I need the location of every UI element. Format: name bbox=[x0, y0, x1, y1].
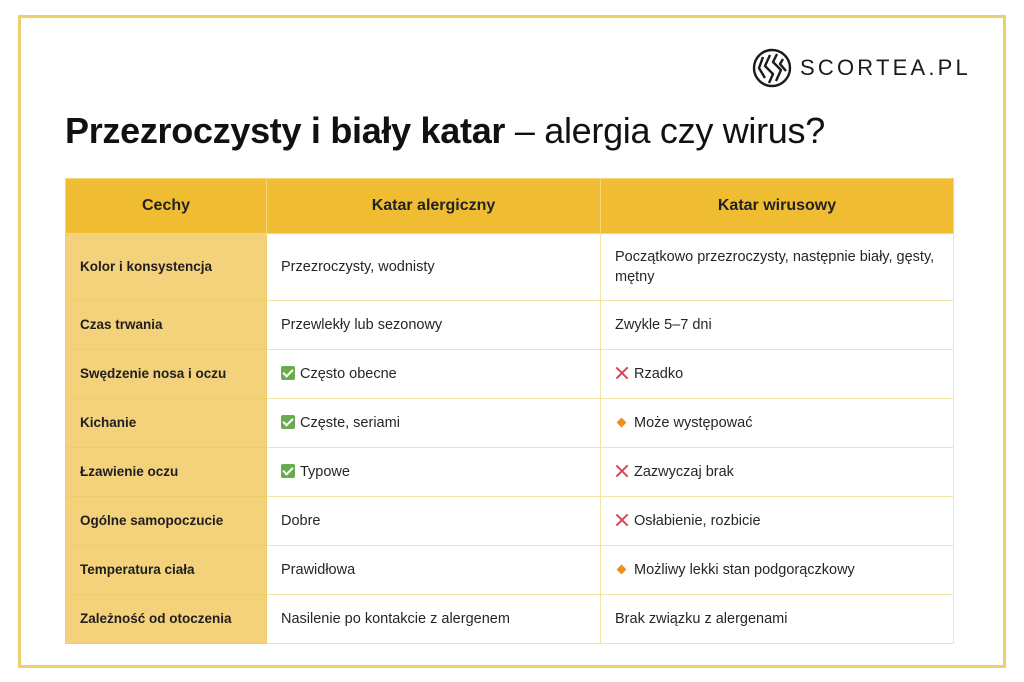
feature-cell: Kolor i konsystencja bbox=[66, 234, 267, 301]
viral-text: Brak związku z alergenami bbox=[615, 611, 788, 627]
brand-logo bbox=[752, 48, 971, 88]
allergic-text: Prawidłowa bbox=[281, 562, 356, 578]
title-bold: Przezroczysty i biały katar bbox=[65, 110, 506, 151]
check-icon bbox=[281, 464, 295, 478]
allergic-text: Często obecne bbox=[300, 366, 397, 382]
allergic-text: Typowe bbox=[300, 464, 350, 480]
viral-cell bbox=[601, 234, 954, 301]
feature-cell: Swędzenie nosa i oczu bbox=[66, 350, 267, 399]
cross-icon bbox=[615, 513, 629, 527]
allergic-cell bbox=[267, 234, 601, 301]
header-features: Cechy bbox=[66, 179, 267, 234]
table-row bbox=[66, 350, 954, 399]
viral-text: Może występować bbox=[634, 415, 753, 431]
header-viral: Katar wirusowy bbox=[601, 179, 954, 234]
feature-cell: Zależność od otoczenia bbox=[66, 595, 267, 644]
viral-text: Osłabienie, rozbicie bbox=[634, 513, 761, 529]
check-icon bbox=[281, 415, 295, 429]
allergic-cell bbox=[267, 350, 601, 399]
allergic-text: Nasilenie po kontakcie z alergenem bbox=[281, 611, 510, 627]
page-title bbox=[65, 110, 825, 152]
allergic-text: Dobre bbox=[281, 513, 321, 529]
allergic-cell bbox=[267, 301, 601, 350]
brand-name: SCORTEA.PL bbox=[800, 55, 971, 80]
table-row bbox=[66, 399, 954, 448]
allergic-cell bbox=[267, 546, 601, 595]
table-row bbox=[66, 497, 954, 546]
feature-cell: Kichanie bbox=[66, 399, 267, 448]
feature-cell: Czas trwania bbox=[66, 301, 267, 350]
comparison-table bbox=[65, 178, 954, 644]
table-row bbox=[66, 234, 954, 301]
allergic-cell bbox=[267, 595, 601, 644]
allergic-text: Przewlekły lub sezonowy bbox=[281, 317, 443, 333]
cross-icon bbox=[615, 366, 629, 380]
table-row bbox=[66, 448, 954, 497]
viral-text: Zwykle 5–7 dni bbox=[615, 317, 712, 333]
diamond-icon bbox=[617, 565, 627, 575]
viral-cell bbox=[601, 497, 954, 546]
viral-text: Rzadko bbox=[634, 366, 684, 382]
table-row bbox=[66, 546, 954, 595]
header-allergic: Katar alergiczny bbox=[267, 179, 601, 234]
feature-cell: Ogólne samopoczucie bbox=[66, 497, 267, 546]
check-icon bbox=[281, 366, 295, 380]
scortea-logo-icon bbox=[752, 48, 792, 88]
feature-cell: Temperatura ciała bbox=[66, 546, 267, 595]
viral-cell bbox=[601, 546, 954, 595]
allergic-text: Przezroczysty, wodnisty bbox=[281, 259, 435, 275]
table-row bbox=[66, 301, 954, 350]
diamond-icon bbox=[617, 418, 627, 428]
allergic-cell bbox=[267, 399, 601, 448]
title-rest: – alergia czy wirus? bbox=[505, 110, 825, 151]
viral-text: Zazwyczaj brak bbox=[634, 464, 734, 480]
viral-cell bbox=[601, 399, 954, 448]
allergic-text: Częste, seriami bbox=[300, 415, 400, 431]
viral-cell bbox=[601, 350, 954, 399]
cross-icon bbox=[615, 464, 629, 478]
allergic-cell bbox=[267, 448, 601, 497]
feature-cell: Łzawienie oczu bbox=[66, 448, 267, 497]
allergic-cell bbox=[267, 497, 601, 546]
viral-cell bbox=[601, 448, 954, 497]
table-row bbox=[66, 595, 954, 644]
viral-text: Możliwy lekki stan podgorączkowy bbox=[634, 562, 855, 578]
viral-cell bbox=[601, 301, 954, 350]
viral-cell bbox=[601, 595, 954, 644]
table-header-row bbox=[66, 179, 954, 234]
viral-text: Początkowo przezroczysty, następnie biały, gęsty, mętny bbox=[615, 249, 935, 285]
